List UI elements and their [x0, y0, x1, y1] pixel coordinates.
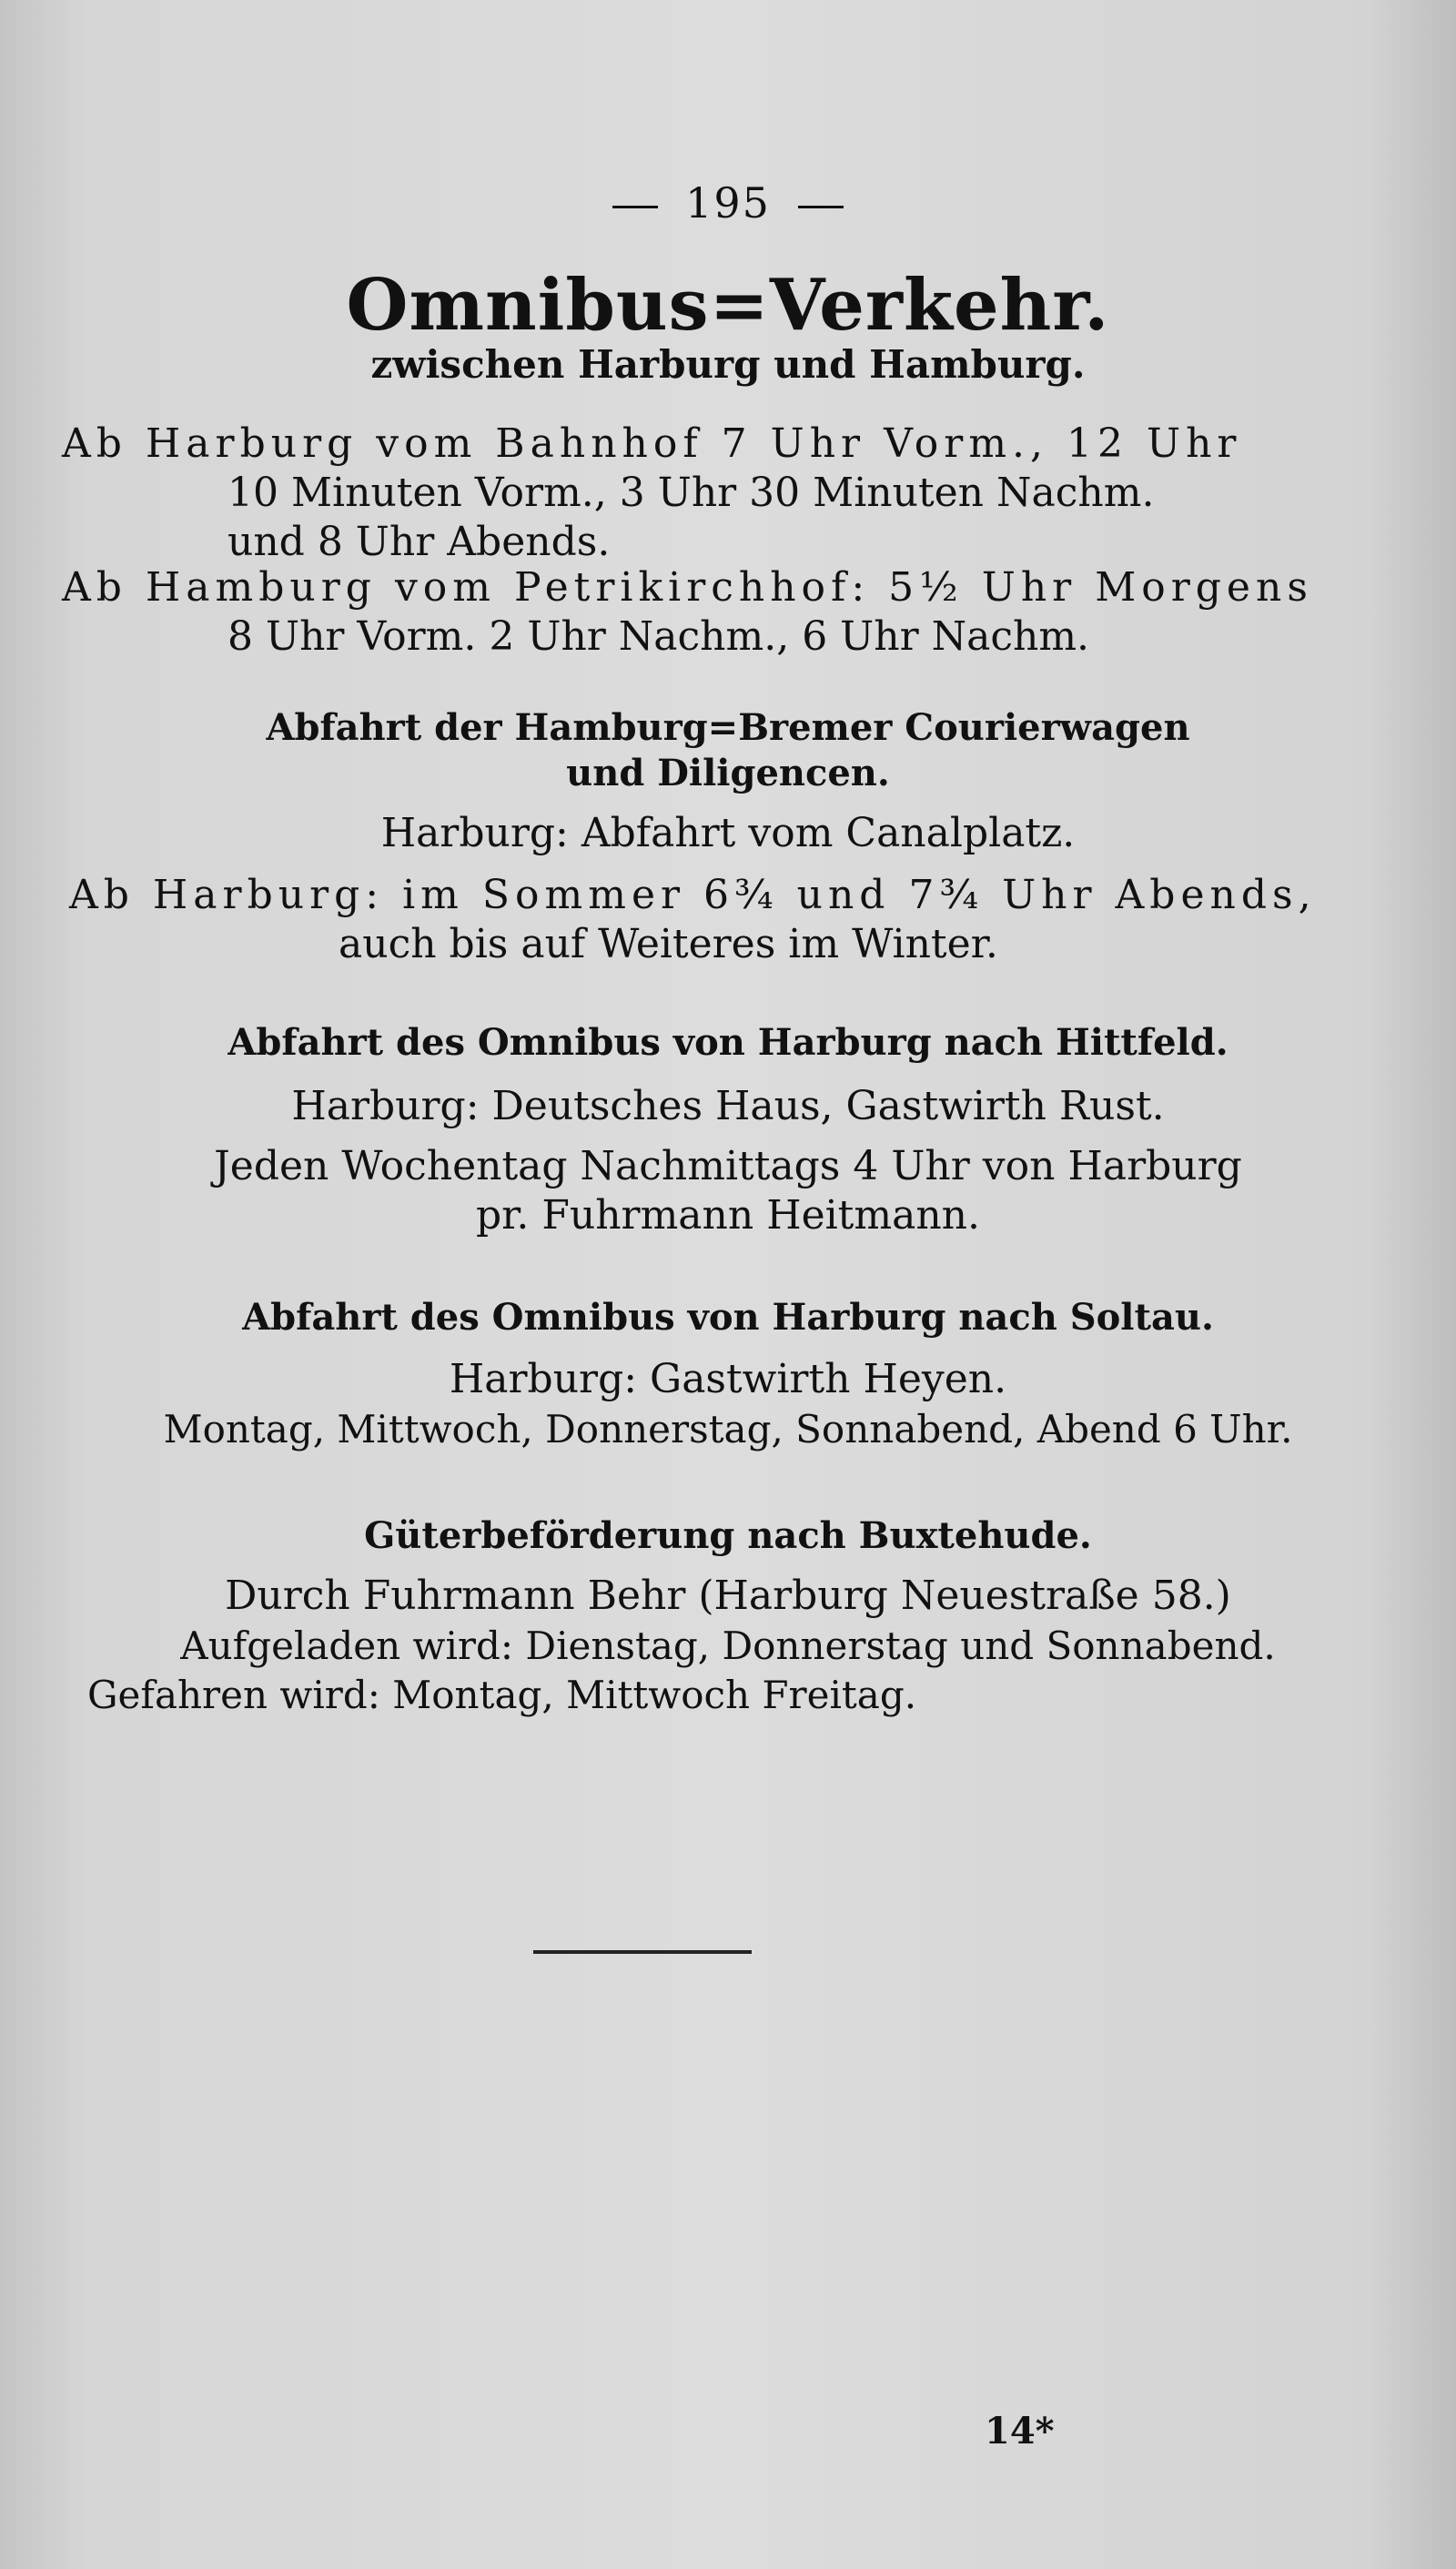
schedule-line: Durch Fuhrmann Behr (Harburg Neuestraße 58.) [225, 1573, 1231, 1619]
dash-left [612, 206, 658, 208]
schedule-line: Montag, Mittwoch, Donnerstag, Sonnabend, Abend 6 Uhr. [163, 1407, 1293, 1451]
page-header [0, 178, 1456, 228]
page-subtitle: zwischen Harburg und Hamburg. [370, 342, 1086, 387]
dash-right [798, 206, 844, 208]
schedule-line: pr. Fuhrmann Heitmann. [476, 1192, 980, 1239]
schedule-line: Ab Harburg: im Sommer 6¾ und 7¾ Uhr Abends, [69, 872, 1317, 918]
section-heading: Güterbeförderung nach Buxtehude. [364, 1514, 1092, 1557]
signature-mark: 14* [985, 2410, 1055, 2453]
page-number: 195 [685, 178, 771, 228]
schedule-line: Ab Harburg vom Bahnhof 7 Uhr Vorm., 12 Uhr [62, 420, 1242, 467]
schedule-line: Gefahren wird: Montag, Mittwoch Freitag. [87, 1673, 917, 1717]
section-heading: Abfahrt des Omnibus von Harburg nach Hittfeld. [228, 1021, 1228, 1064]
schedule-line: Jeden Wochentag Nachmittags 4 Uhr von Harburg [214, 1143, 1242, 1189]
departure-place: Harburg: Abfahrt vom Canalplatz. [380, 810, 1076, 856]
section-heading: Abfahrt des Omnibus von Harburg nach Soltau. [242, 1296, 1214, 1339]
schedule-line: 8 Uhr Vorm. 2 Uhr Nachm., 6 Uhr Nachm. [228, 613, 1090, 660]
departure-place: Harburg: Gastwirth Heyen. [449, 1356, 1007, 1402]
schedule-line: und 8 Uhr Abends. [228, 519, 611, 565]
schedule-line: Ab Hamburg vom Petrikirchhof: 5½ Uhr Morgens [62, 564, 1313, 611]
schedule-line: Aufgeladen wird: Dienstag, Donnerstag und Sonnabend. [180, 1623, 1276, 1668]
page-title: Omnibus=Verkehr. [346, 264, 1110, 347]
section-divider [533, 1950, 752, 1954]
schedule-line: 10 Minuten Vorm., 3 Uhr 30 Minuten Nachm. [228, 470, 1155, 516]
departure-place: Harburg: Deutsches Haus, Gastwirth Rust. [291, 1083, 1165, 1129]
schedule-line: auch bis auf Weiteres im Winter. [339, 921, 998, 967]
section-heading: Abfahrt der Hamburg=Bremer Courierwagen [266, 706, 1190, 749]
section-heading: und Diligencen. [566, 752, 890, 794]
